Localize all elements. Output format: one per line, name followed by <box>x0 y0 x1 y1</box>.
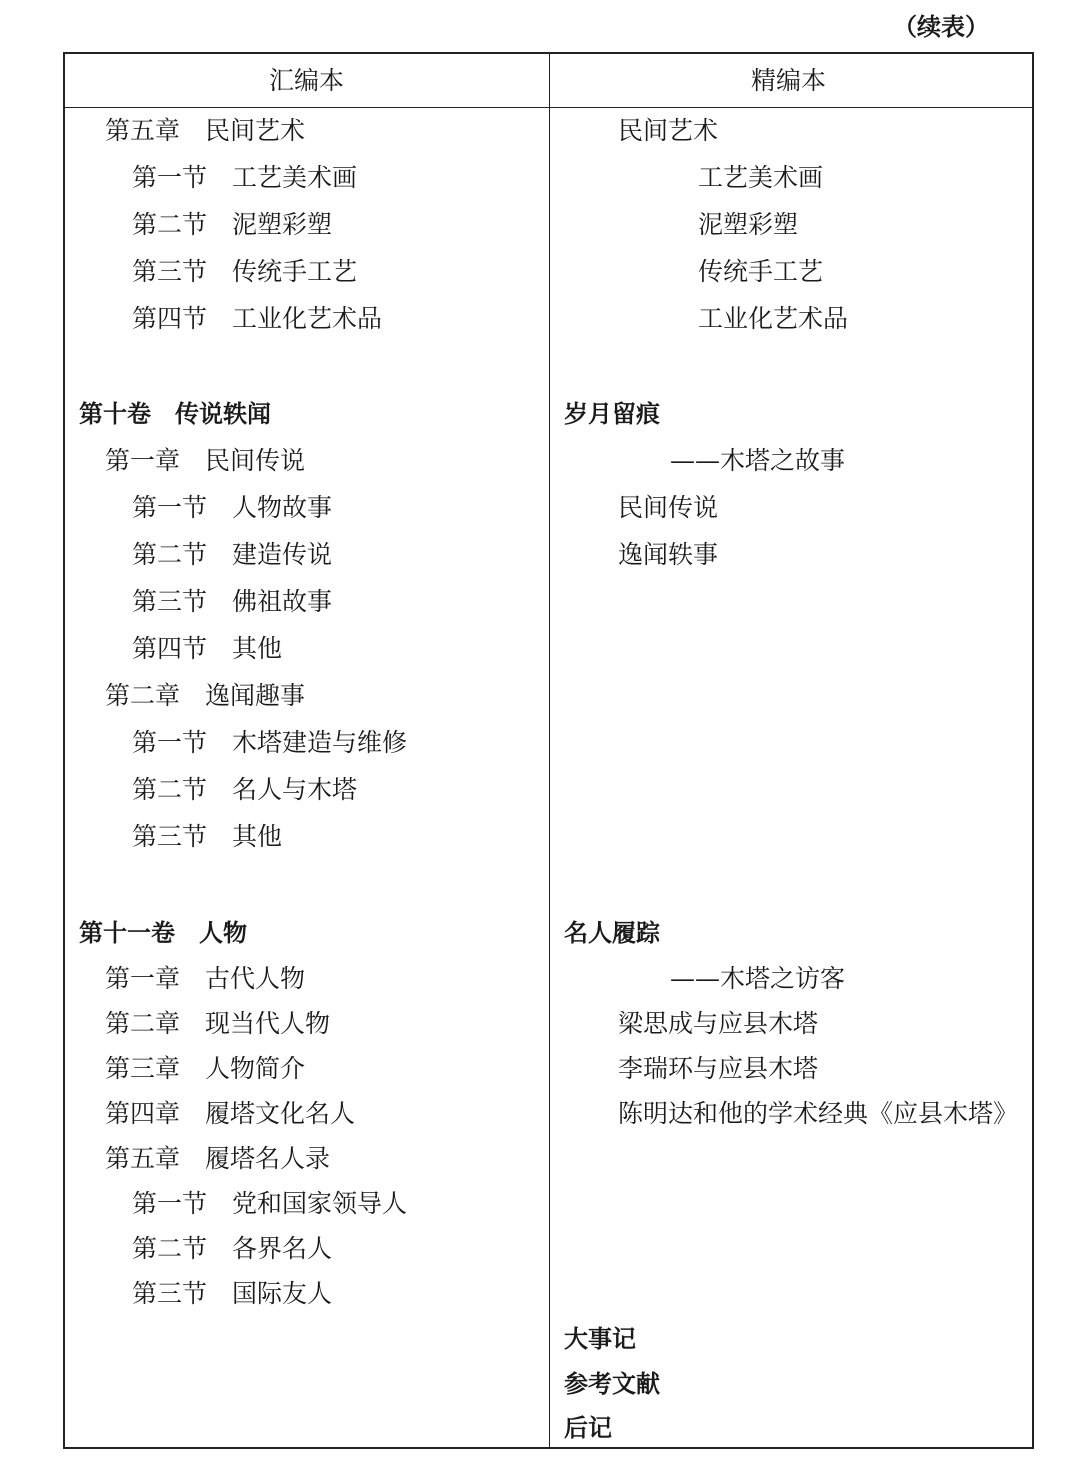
left-section-heading: 第四节 工业化艺术品 <box>132 304 383 333</box>
header-right: 精编本 <box>751 66 827 95</box>
left-section-heading: 第四节 其他 <box>132 634 283 663</box>
left-volume-heading: 第十卷 传说轶闻 <box>79 400 271 428</box>
right-appendix-heading: 参考文献 <box>564 1370 660 1398</box>
header-divider <box>65 107 1032 108</box>
left-section-heading: 第二节 各界名人 <box>132 1234 333 1263</box>
right-chapter-title: 逸闻轶事 <box>618 540 719 569</box>
left-chapter-heading: 第五章 民间艺术 <box>105 116 306 145</box>
left-section-heading: 第一节 党和国家领导人 <box>132 1189 408 1218</box>
right-chapter-title: 民间传说 <box>618 493 719 522</box>
comparison-table <box>63 52 1034 1449</box>
right-chapter-title: 陈明达和他的学术经典《应县木塔》 <box>618 1099 1019 1128</box>
left-volume-heading: 第十一卷 人物 <box>79 919 247 947</box>
left-section-heading: 第三节 佛祖故事 <box>132 587 333 616</box>
right-section-title: 泥塑彩塑 <box>698 210 799 239</box>
right-appendix-heading: 后记 <box>564 1414 612 1442</box>
left-section-heading: 第一节 人物故事 <box>132 493 333 522</box>
right-appendix-heading: 大事记 <box>564 1325 636 1353</box>
right-section-title: 工业化艺术品 <box>698 304 849 333</box>
right-part-subtitle: ——木塔之故事 <box>670 446 846 475</box>
left-section-heading: 第二节 建造传说 <box>132 540 333 569</box>
right-part-subtitle: ——木塔之访客 <box>670 964 846 993</box>
left-chapter-heading: 第一章 民间传说 <box>105 446 306 475</box>
left-chapter-heading: 第三章 人物简介 <box>105 1054 306 1083</box>
left-chapter-heading: 第二章 逸闻趣事 <box>105 681 306 710</box>
left-section-heading: 第一节 工艺美术画 <box>132 163 358 192</box>
left-section-heading: 第三节 传统手工艺 <box>132 257 358 286</box>
right-chapter-title: 民间艺术 <box>618 116 719 145</box>
header-left: 汇编本 <box>269 66 345 95</box>
right-section-title: 工艺美术画 <box>698 163 824 192</box>
left-chapter-heading: 第一章 古代人物 <box>105 964 306 993</box>
right-part-heading: 岁月留痕 <box>564 400 660 428</box>
right-part-heading: 名人履踪 <box>564 919 660 947</box>
right-chapter-title: 李瑞环与应县木塔 <box>618 1054 819 1083</box>
left-section-heading: 第二节 名人与木塔 <box>132 775 358 804</box>
table-continued-caption: （续表） <box>893 13 989 41</box>
left-chapter-heading: 第四章 履塔文化名人 <box>105 1099 356 1128</box>
left-section-heading: 第二节 泥塑彩塑 <box>132 210 333 239</box>
left-section-heading: 第三节 国际友人 <box>132 1279 333 1308</box>
left-section-heading: 第三节 其他 <box>132 822 283 851</box>
column-divider <box>549 54 550 1447</box>
right-section-title: 传统手工艺 <box>698 257 824 286</box>
right-chapter-title: 梁思成与应县木塔 <box>618 1009 819 1038</box>
left-section-heading: 第一节 木塔建造与维修 <box>132 728 408 757</box>
left-chapter-heading: 第二章 现当代人物 <box>105 1009 331 1038</box>
left-chapter-heading: 第五章 履塔名人录 <box>105 1144 331 1173</box>
